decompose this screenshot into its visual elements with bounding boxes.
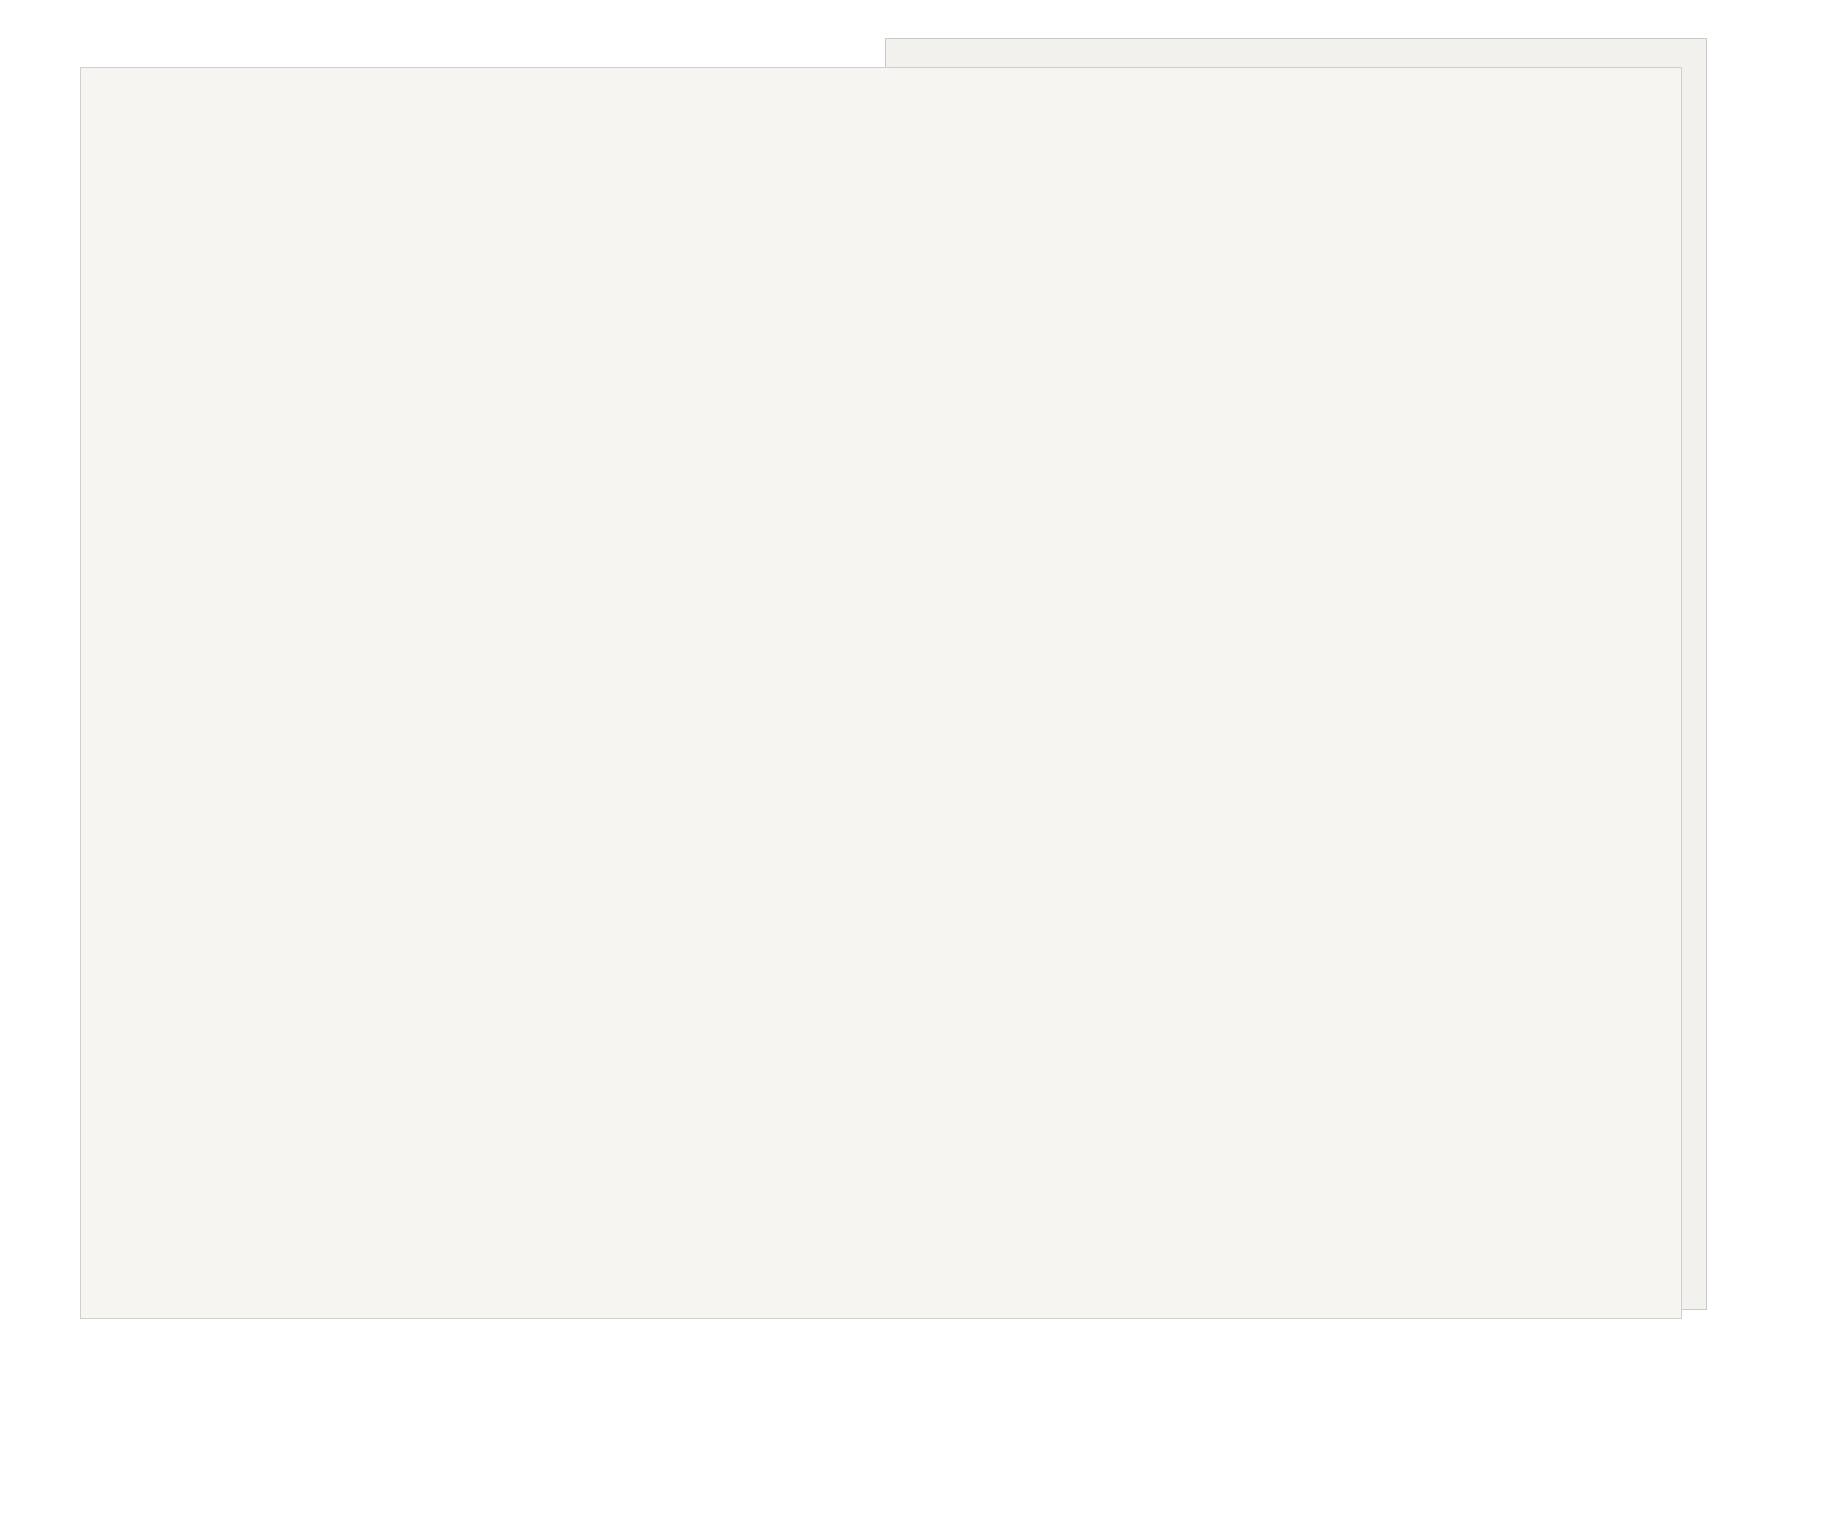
rules-text [1487, 343, 1649, 1303]
header-marital-status [816, 174, 890, 334]
header-birth-year [1076, 228, 1118, 268]
header-sex-female [715, 262, 729, 312]
header-disability-onset [1430, 173, 1480, 333]
header-religion [1293, 185, 1359, 335]
header-households [133, 170, 199, 330]
header-side-building [626, 186, 690, 331]
header-family-role [730, 215, 814, 325]
header-sex-male [697, 262, 711, 312]
header-citizenship [1222, 208, 1290, 298]
header-person-no [204, 210, 218, 280]
header-usual-residence [551, 198, 621, 333]
header-disability [1362, 178, 1428, 333]
header-sex [693, 186, 729, 256]
header-birthplace [1120, 228, 1218, 308]
